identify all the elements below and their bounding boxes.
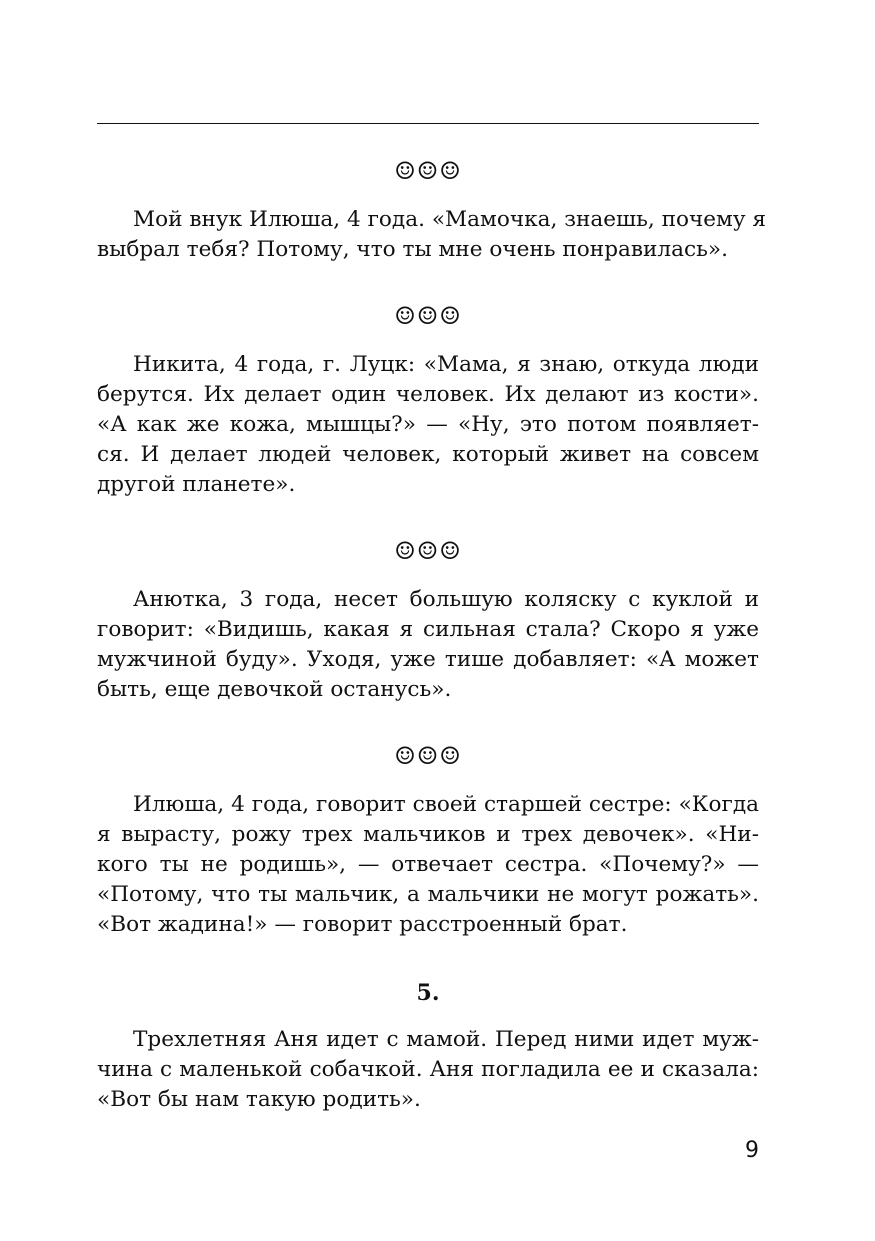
paragraph-line: «Вот жадина!» — говорит расстроенный брат. xyxy=(97,912,628,937)
anecdote-paragraph xyxy=(97,790,759,940)
paragraph-line: ся. И делает людей человек, который живет на совсем xyxy=(97,442,759,467)
paragraph-line: я вырасту, рожу трех мальчиков и трех девочек». «Ни- xyxy=(97,822,759,847)
anecdote-paragraph xyxy=(97,1025,759,1115)
paragraph-line: «Потому, что ты мальчик, а мальчики не могут рожать». xyxy=(97,882,759,907)
paragraph-line: мужчиной буду». Уходя, уже тише добавляет: «А может xyxy=(97,647,759,672)
header-rule xyxy=(97,123,759,124)
anecdote-paragraph xyxy=(97,350,759,500)
paragraph-line: говорит: «Видишь, какая я сильная стала? Скоро я уже xyxy=(97,617,759,642)
separator-smileys-icon: ☺☺☺ xyxy=(394,537,462,565)
paragraph-line: Анютка, 3 года, несет большую коляску с куклой и xyxy=(133,587,759,612)
paragraph-line: Никита, 4 года, г. Луцк: «Мама, я знаю, откуда люди xyxy=(133,352,759,377)
paragraph-line: другой планете». xyxy=(97,472,296,497)
paragraph-line: Илюша, 4 года, говорит своей старшей сестре: «Когда xyxy=(133,792,759,817)
section-heading: 5. xyxy=(416,980,440,1006)
paragraph-line: быть, еще девочкой останусь». xyxy=(97,677,452,702)
paragraph-line: «А как же кожа, мышцы?» — «Ну, это потом появляет- xyxy=(97,412,759,437)
anecdote-paragraph xyxy=(97,205,767,265)
separator-smileys-icon: ☺☺☺ xyxy=(394,157,462,185)
anecdote-paragraph xyxy=(97,585,759,705)
paragraph-line: чина с маленькой собачкой. Аня погладила ее и сказала: xyxy=(97,1057,759,1082)
page-number: 9 xyxy=(745,1138,759,1163)
paragraph-line: берутся. Их делает один человек. Их делают из кости». xyxy=(97,382,759,407)
paragraph-line: Трехлетняя Аня идет с мамой. Перед ними идет муж- xyxy=(133,1027,759,1052)
paragraph-line: Мой внук Илюша, 4 года. «Мамочка, знаешь, почему я xyxy=(133,207,767,232)
separator-smileys-icon: ☺☺☺ xyxy=(394,742,462,770)
paragraph-line: кого ты не родишь», — отвечает сестра. «Почему?» — xyxy=(97,852,759,877)
paragraph-line: выбрал тебя? Потому, что ты мне очень понравилась». xyxy=(97,237,728,262)
separator-smileys-icon: ☺☺☺ xyxy=(394,302,462,330)
paragraph-line: «Вот бы нам такую родить». xyxy=(97,1087,421,1112)
